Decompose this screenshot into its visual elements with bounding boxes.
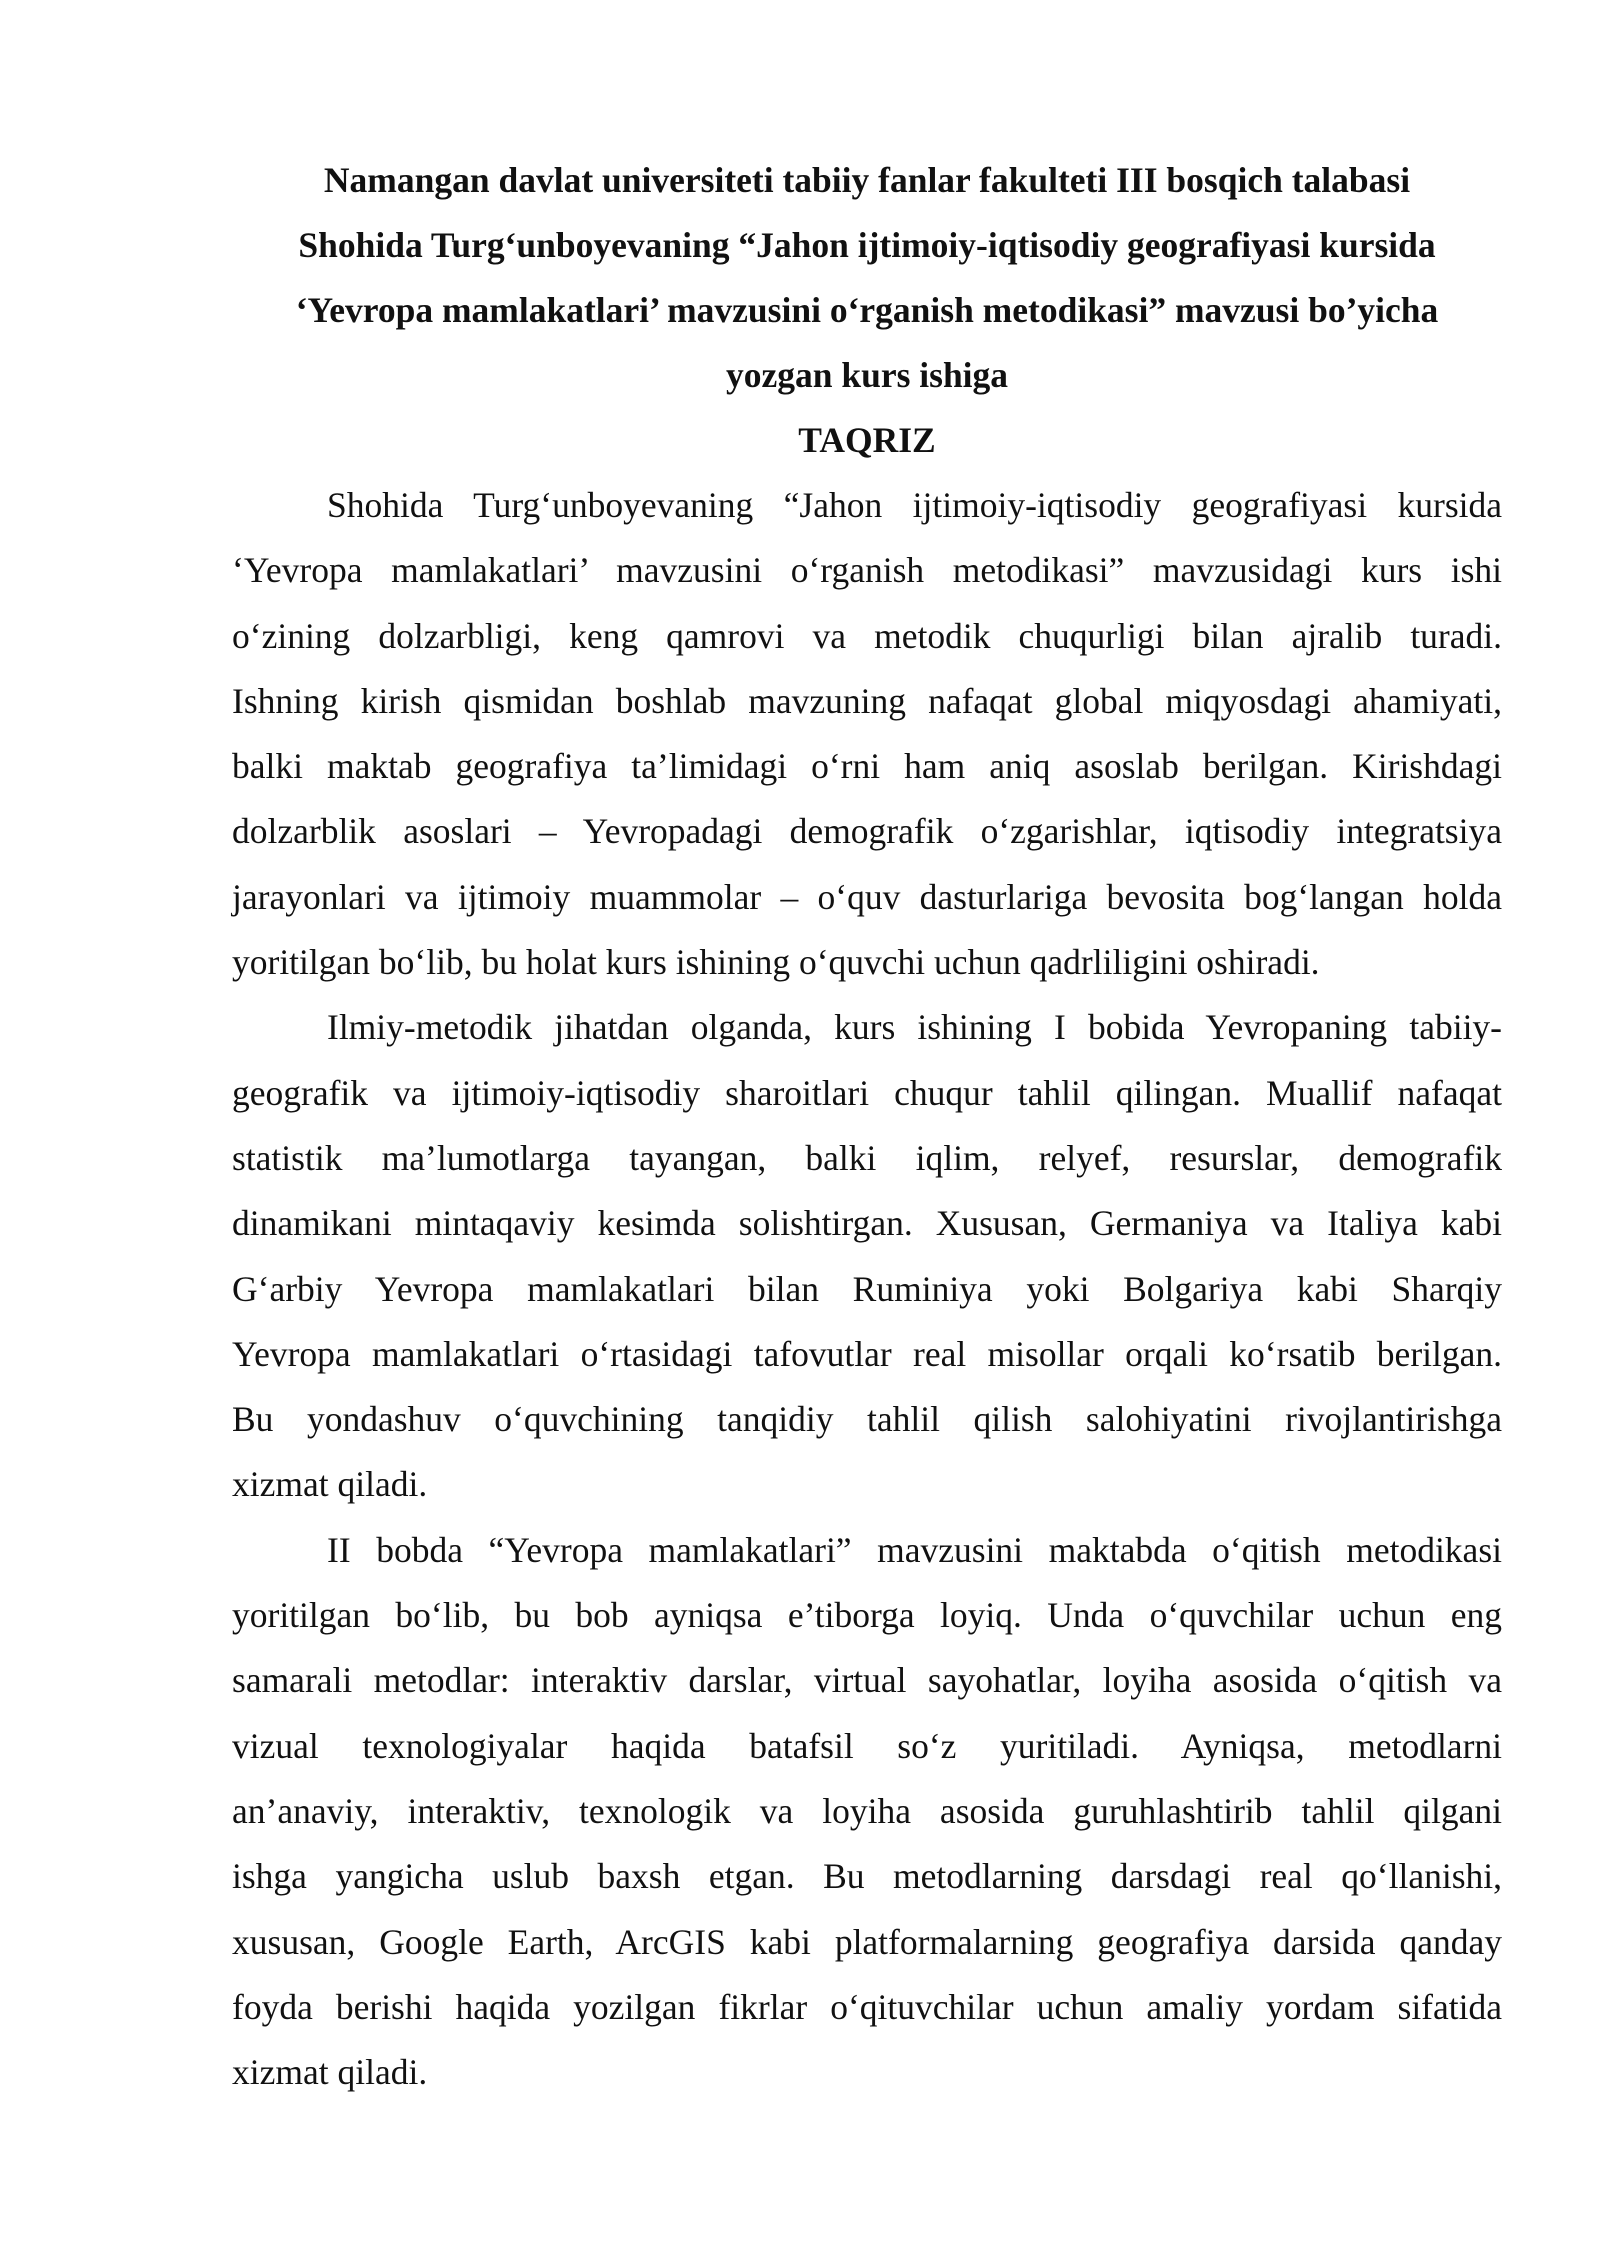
paragraph-line: ishga yangicha uslub baxsh etgan. Bu metodlarning darsdagi real qo‘llanishi, [232,1856,1502,1897]
paragraph-line: o‘zining dolzarbligi, keng qamrovi va metodik chuqurligi bilan ajralib turadi. [232,615,1502,656]
heading-line: Namangan davlat universiteti tabiiy fanlar fakulteti III bosqich talabasi [323,160,1411,200]
document-title: TAQRIZ [798,420,936,460]
document-page [232,148,1502,2105]
paragraph-line: geografik va ijtimoiy-iqtisodiy sharoitlari chuqur tahlil qilingan. Muallif nafaqat [232,1072,1502,1113]
paragraph-line: Yevropa mamlakatlari o‘rtasidagi tafovutlar real misollar orqali ko‘rsatib berilgan. [232,1333,1502,1374]
heading-line: yozgan kurs ishiga [725,355,1009,395]
heading-line: Shohida Turg‘unboyevaning “Jahon ijtimoiy-iqtisodiy geografiyasi kursida [298,225,1436,265]
paragraph-line: Ishning kirish qismidan boshlab mavzuning nafaqat global miqyosdagi ahamiyati, [232,680,1502,721]
paragraph-line: xususan, Google Earth, ArcGIS kabi platformalarning geografiya darsida qanday [232,1921,1502,1962]
paragraph-line: yoritilgan bo‘lib, bu holat kurs ishining o‘quvchi uchun qadrliligini oshiradi. [232,942,1320,983]
paragraph-line: dinamikani mintaqaviy kesimda solishtirgan. Xususan, Germaniya va Italiya kabi [232,1203,1502,1244]
paragraph-line: statistik ma’lumotlarga tayangan, balki iqlim, relyef, resurslar, demografik [232,1137,1502,1178]
paragraph-line: balki maktab geografiya ta’limidagi o‘rni ham aniq asoslab berilgan. Kirishdagi [232,746,1502,787]
paragraph-line: foyda berishi haqida yozilgan fikrlar o‘qituvchilar uchun amaliy yordam sifatida [232,1986,1502,2027]
body-paragraph [232,995,1502,1517]
paragraph-line: dolzarblik asoslari – Yevropadagi demografik o‘zgarishlar, iqtisodiy integratsiya [232,811,1502,852]
paragraph-line: xizmat qiladi. [232,1464,428,1505]
paragraph-line: jarayonlari va ijtimoiy muammolar – o‘quv dasturlariga bevosita bog‘langan holda [232,876,1502,917]
paragraph-line: G‘arbiy Yevropa mamlakatlari bilan Ruminiya yoki Bolgariya kabi Sharqiy [232,1268,1502,1309]
body-paragraph [232,1518,1502,2106]
paragraph-line: yoritilgan bo‘lib, bu bob ayniqsa e’tiborga loyiq. Unda o‘quvchilar uchun eng [232,1595,1502,1636]
paragraph-line: samarali metodlar: interaktiv darslar, virtual sayohatlar, loyiha asosida o‘qitish va [232,1660,1502,1701]
paragraph-line: vizual texnologiyalar haqida batafsil so‘z yuritiladi. Ayniqsa, metodlarni [232,1725,1502,1766]
paragraph-line: Bu yondashuv o‘quvchining tanqidiy tahlil qilish salohiyatini rivojlantirishga [232,1399,1502,1440]
paragraph-line: II bobda “Yevropa mamlakatlari” mavzusini maktabda o‘qitish metodikasi [327,1529,1502,1570]
paragraph-line: ‘Yevropa mamlakatlari’ mavzusini o‘rganish metodikasi” mavzusidagi kurs ishi [232,550,1502,591]
body-paragraph [232,473,1502,995]
paragraph-line: xizmat qiladi. [232,2052,428,2093]
document-heading [232,148,1502,408]
paragraph-line: Ilmiy-metodik jihatdan olganda, kurs ishining I bobida Yevropaning tabiiy- [327,1007,1502,1048]
heading-line: ‘Yevropa mamlakatlari’ mavzusini o‘rganish metodikasi” mavzusi bo’yicha [295,290,1439,330]
paragraph-line: Shohida Turg‘unboyevaning “Jahon ijtimoiy-iqtisodiy geografiyasi kursida [327,485,1502,525]
paragraph-line: an’anaviy, interaktiv, texnologik va loyiha asosida guruhlashtirib tahlil qilgani [232,1790,1502,1831]
